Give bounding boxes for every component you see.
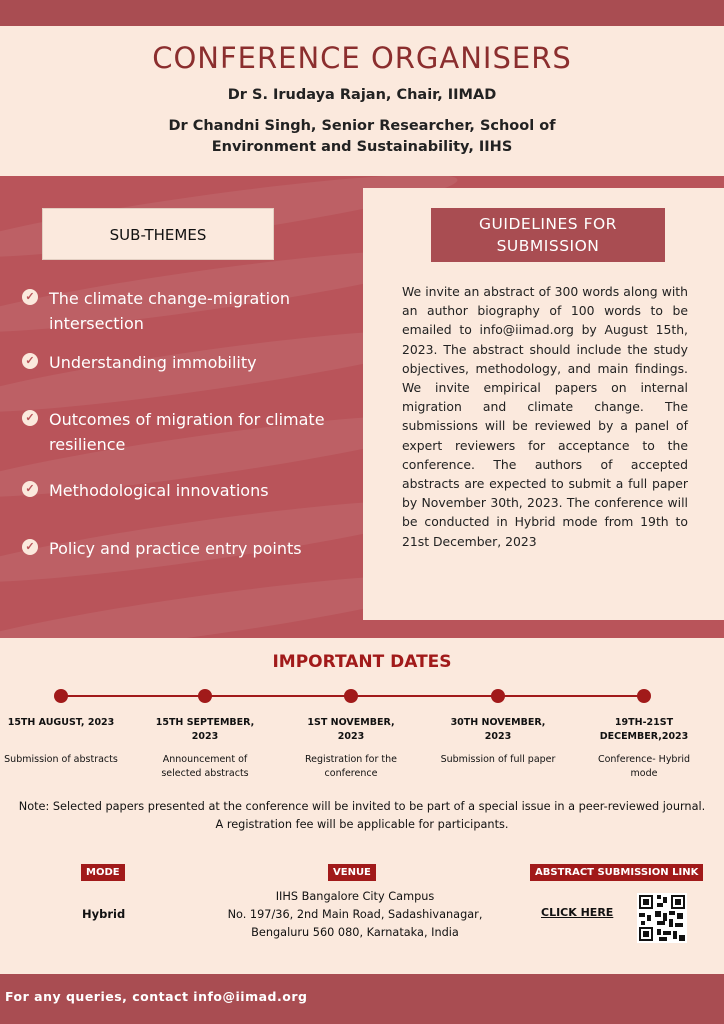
timeline-dot xyxy=(637,689,651,703)
timeline-description: Registration for the conference xyxy=(305,754,397,779)
click-here-link[interactable]: CLICK HERE xyxy=(541,906,614,919)
venue-address xyxy=(210,888,500,942)
sub-themes-heading: SUB-THEMES xyxy=(42,208,274,260)
timeline-date: 30TH NOVEMBER, 2023 xyxy=(450,717,546,742)
mode-value: Hybrid xyxy=(82,907,126,921)
guidelines-text: We invite an abstract of 300 words along with an author biography of 100 words to be emailed to info@iimad.org by August 15th, 2023. The abstract should include the study objectives, methodology, and main findings. We invite empirical papers on internal migration and climate change. The submissions will be reviewed by a panel of expert reviewers for acceptance to the conference. The authors of accepted abstracts are expected to submit a full paper by November 30th, 2023. The conference will be conducted in Hybrid mode from 19th to 21st December, 2023 xyxy=(402,284,688,549)
sub-theme-item: ✓ Understanding immobility xyxy=(22,350,342,375)
timeline-dot xyxy=(344,689,358,703)
venue-label: VENUE xyxy=(328,864,376,881)
sub-theme-item: ✓ The climate change-migration intersection xyxy=(22,286,342,336)
note-text xyxy=(0,798,724,834)
organisers-title: CONFERENCE ORGANISERS xyxy=(152,41,572,75)
timeline-dot xyxy=(491,689,505,703)
timeline-description: Conference- Hybrid mode xyxy=(597,754,691,779)
timeline-dot xyxy=(54,689,68,703)
check-circle-icon: ✓ xyxy=(22,410,38,426)
mode-label: MODE xyxy=(81,864,125,881)
venue-line: IIHS Bangalore City Campus xyxy=(275,890,435,903)
abstract-link-label: ABSTRACT SUBMISSION LINK xyxy=(530,864,703,881)
organiser-chair: Dr S. Irudaya Rajan, Chair, IIMAD xyxy=(227,87,497,103)
check-circle-icon: ✓ xyxy=(22,539,38,555)
timeline-date: 1ST NOVEMBER, 2023 xyxy=(307,717,395,742)
qr-code-icon[interactable] xyxy=(637,893,687,943)
timeline-description: Announcement of selected abstracts xyxy=(161,754,249,779)
guidelines-heading: GUIDELINES FOR SUBMISSION xyxy=(431,208,665,262)
timeline-date: 15TH AUGUST, 2023 xyxy=(7,717,115,728)
note-line: A registration fee will be applicable for participants. xyxy=(215,818,509,831)
venue-line: Bengaluru 560 080, Karnataka, India xyxy=(251,926,459,939)
timeline-date: 19TH-21ST DECEMBER,2023 xyxy=(599,717,689,742)
footer xyxy=(0,974,724,1024)
sub-theme-item: ✓ Outcomes of migration for climate resilience xyxy=(22,407,342,457)
footer-contact-text: For any queries, contact info@iimad.org xyxy=(5,989,308,1004)
important-dates-heading: IMPORTANT DATES xyxy=(272,652,452,672)
timeline-description: Submission of abstracts xyxy=(4,754,118,765)
check-circle-icon: ✓ xyxy=(22,353,38,369)
timeline-dot xyxy=(198,689,212,703)
sub-theme-item: ✓ Methodological innovations xyxy=(22,478,342,503)
organiser-member: Dr Chandni Singh, Senior Researcher, School of Environment and Sustainability, IIHS xyxy=(168,118,556,155)
note-line: Note: Selected papers presented at the conference will be invited to be part of a special issue in a peer-reviewed journal. xyxy=(18,800,706,813)
organisers-section xyxy=(0,26,724,176)
top-bar xyxy=(0,0,724,26)
check-circle-icon: ✓ xyxy=(22,481,38,497)
venue-line: No. 197/36, 2nd Main Road, Sadashivanagar, xyxy=(227,908,483,921)
timeline-date: 15TH SEPTEMBER, 2023 xyxy=(155,717,255,742)
timeline-description: Submission of full paper xyxy=(440,754,556,765)
check-circle-icon: ✓ xyxy=(22,289,38,305)
sub-theme-item: ✓ Policy and practice entry points xyxy=(22,536,342,561)
